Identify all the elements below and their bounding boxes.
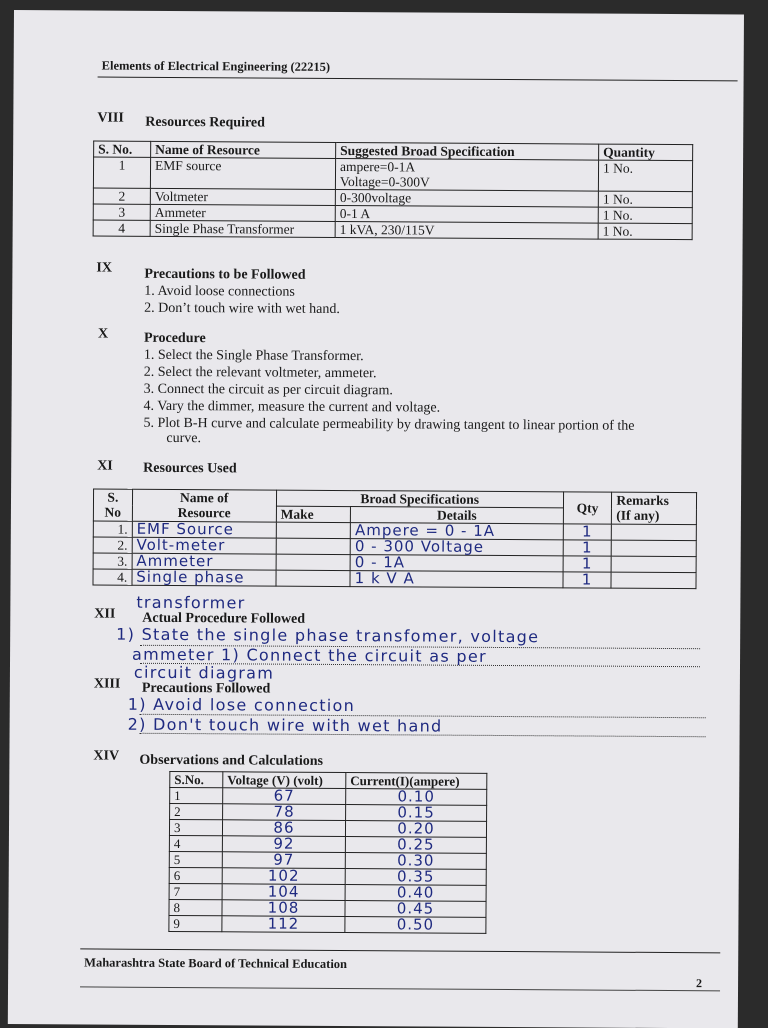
table-row bbox=[169, 915, 486, 933]
cell-sno: 3. bbox=[93, 553, 132, 569]
table-row bbox=[93, 157, 692, 192]
cell-name: Single phase bbox=[132, 569, 276, 586]
cell-voltage: 104 bbox=[222, 884, 345, 901]
cell-sno: 4. bbox=[93, 569, 132, 585]
bottom-rule bbox=[80, 986, 720, 991]
section-8-title: Resources Required bbox=[145, 114, 266, 131]
section-14-number: XIV bbox=[93, 748, 120, 764]
section-12-number: XII bbox=[94, 606, 116, 622]
cell-name: Ammeter bbox=[150, 204, 335, 221]
list-item-continued: curve. bbox=[166, 430, 202, 447]
handwritten-line: ammeter 1) Connect the circuit as per bbox=[132, 644, 487, 666]
table-row bbox=[93, 220, 692, 240]
header-rule bbox=[98, 77, 738, 82]
cell-sno: 6 bbox=[169, 867, 222, 883]
cell-remarks bbox=[612, 540, 697, 557]
document-page bbox=[8, 10, 744, 1028]
page-footer: Maharashtra State Board of Technical Education bbox=[84, 955, 348, 972]
cell-remarks bbox=[611, 556, 696, 573]
cell-sno: 2. bbox=[93, 537, 132, 553]
list-item: 4. Vary the dimmer, measure the current and voltage. bbox=[143, 398, 441, 416]
header-text: Name of bbox=[180, 490, 229, 506]
section-9-number: IX bbox=[96, 260, 113, 276]
table-row bbox=[169, 883, 486, 901]
table-row bbox=[169, 899, 486, 917]
cell-sno: 4 bbox=[169, 835, 222, 851]
cell-details: 1 k V A bbox=[350, 571, 563, 588]
cell-qty: 1 bbox=[563, 556, 612, 572]
cell-details: Ampere = 0 - 1A bbox=[350, 523, 563, 540]
col-remarks bbox=[612, 492, 697, 525]
cell-make bbox=[276, 522, 351, 538]
cell-voltage: 92 bbox=[222, 836, 345, 853]
cell-current: 0.40 bbox=[345, 885, 486, 902]
cell-make bbox=[276, 538, 351, 554]
cell-sno: 3 bbox=[93, 204, 150, 220]
list-item: 2. Select the relevant voltmeter, ammeter. bbox=[143, 364, 377, 382]
cell-name: Volt-meter bbox=[132, 537, 276, 554]
section-10-title: Procedure bbox=[143, 330, 206, 347]
cell-spec: 0-300voltage bbox=[335, 189, 598, 207]
cell-sno: 3 bbox=[169, 819, 222, 835]
cell-current: 0.35 bbox=[345, 869, 486, 886]
cell-qty: 1 No. bbox=[598, 223, 692, 240]
col-sno bbox=[93, 489, 132, 521]
cell-qty: 1 No. bbox=[598, 191, 692, 208]
cell-sno: 1 bbox=[93, 157, 150, 188]
col-current: Current(I)(ampere) bbox=[346, 773, 487, 790]
cell-qty: 1 bbox=[563, 524, 612, 540]
cell-sno: 7 bbox=[169, 883, 222, 899]
cell-voltage: 78 bbox=[223, 804, 346, 821]
col-spec: Suggested Broad Specification bbox=[336, 142, 599, 160]
cell-name: EMF Source bbox=[132, 521, 276, 538]
cell-sno: 2 bbox=[170, 803, 223, 819]
handwritten-line: 1) Avoid lose connection bbox=[127, 694, 356, 716]
cell-current: 0.25 bbox=[345, 837, 486, 854]
col-sno: S. No. bbox=[94, 141, 151, 157]
table-row bbox=[169, 851, 486, 869]
handwritten-line: circuit diagram bbox=[133, 662, 275, 683]
header-text: (If any) bbox=[616, 507, 660, 523]
table-header-row bbox=[170, 771, 487, 789]
cell-voltage: 97 bbox=[222, 852, 345, 869]
section-12-title: Actual Procedure Followed bbox=[142, 610, 306, 627]
section-8-number: VIII bbox=[97, 110, 124, 126]
section-11-title: Resources Used bbox=[143, 460, 237, 477]
observations-table bbox=[168, 771, 487, 934]
cell-remarks bbox=[611, 572, 696, 589]
section-9-title: Precautions to be Followed bbox=[144, 266, 306, 283]
col-quantity: Quantity bbox=[599, 144, 693, 161]
handwritten-line: 1) State the single phase transfomer, voltage bbox=[116, 624, 540, 647]
cell-sno: 2 bbox=[93, 188, 150, 204]
section-13-title: Precautions Followed bbox=[141, 680, 271, 697]
table-row bbox=[169, 867, 486, 885]
table-row bbox=[169, 835, 486, 853]
resources-used-table bbox=[92, 488, 697, 589]
cell-sno: 1. bbox=[93, 521, 132, 537]
cell-details: 0 - 1A bbox=[350, 555, 563, 572]
footer-rule bbox=[80, 948, 720, 953]
section-13-number: XIII bbox=[93, 676, 121, 692]
table-header-row bbox=[93, 489, 696, 509]
cell-current: 0.30 bbox=[345, 853, 486, 870]
cell-sno: 8 bbox=[169, 899, 222, 915]
cell-current: 0.45 bbox=[345, 901, 486, 918]
handwritten-name-continuation: transformer bbox=[136, 592, 246, 613]
cell-voltage: 112 bbox=[222, 916, 345, 933]
list-item: 1. Avoid loose connections bbox=[144, 283, 295, 300]
header-text: S. bbox=[107, 489, 119, 505]
cell-make bbox=[276, 554, 351, 570]
page-header: Elements of Electrical Engineering (22215) bbox=[101, 58, 331, 74]
cell-voltage: 67 bbox=[223, 788, 346, 805]
col-make: Make bbox=[276, 506, 351, 522]
cell-qty: 1 No. bbox=[598, 160, 692, 192]
list-item: 2. Don’t touch wire with wet hand. bbox=[144, 300, 340, 317]
table-row bbox=[170, 803, 487, 821]
cell-current: 0.15 bbox=[346, 805, 487, 822]
spec-line: Voltage=0-300V bbox=[339, 173, 430, 190]
table-row bbox=[170, 787, 487, 805]
cell-qty: 1 No. bbox=[598, 207, 692, 224]
col-qty: Qty bbox=[563, 492, 612, 524]
cell-name: Single Phase Transformer bbox=[150, 220, 335, 237]
col-broad-spec: Broad Specifications bbox=[276, 490, 563, 508]
cell-name: EMF source bbox=[150, 157, 335, 189]
cell-voltage: 102 bbox=[222, 868, 345, 885]
cell-name: Ammeter bbox=[132, 553, 276, 570]
cell-spec bbox=[335, 158, 598, 191]
list-item: 3. Connect the circuit as per circuit diagram. bbox=[143, 381, 393, 399]
table-row bbox=[93, 569, 696, 589]
list-item: 1. Select the Single Phase Transformer. bbox=[143, 347, 364, 365]
table-row bbox=[169, 819, 486, 837]
cell-voltage: 108 bbox=[222, 900, 345, 917]
section-14-title: Observations and Calculations bbox=[139, 752, 324, 769]
col-name bbox=[132, 489, 276, 522]
cell-sno: 1 bbox=[170, 787, 223, 803]
header-text: No bbox=[104, 504, 122, 520]
resources-required-table bbox=[93, 140, 694, 240]
section-10-number: X bbox=[97, 326, 109, 342]
cell-spec: 0-1 A bbox=[335, 205, 598, 223]
cell-current: 0.10 bbox=[346, 789, 487, 806]
spec-line: ampere=0-1A bbox=[340, 158, 416, 175]
handwritten-line: 2) Don't touch wire with wet hand bbox=[127, 714, 443, 736]
page-number: 2 bbox=[696, 976, 703, 991]
col-name: Name of Resource bbox=[151, 141, 336, 158]
col-details: Details bbox=[351, 507, 564, 524]
cell-details: 0 - 300 Voltage bbox=[350, 539, 563, 556]
cell-current: 0.20 bbox=[345, 821, 486, 838]
cell-sno: 4 bbox=[93, 220, 150, 236]
header-text: Resource bbox=[177, 505, 231, 521]
cell-spec: 1 kVA, 230/115V bbox=[335, 221, 598, 239]
cell-qty: 1 bbox=[563, 540, 612, 556]
col-voltage: Voltage (V) (volt) bbox=[223, 772, 346, 789]
col-sno: S.No. bbox=[170, 771, 223, 787]
cell-sno: 5 bbox=[169, 851, 222, 867]
cell-current: 0.50 bbox=[345, 917, 486, 934]
cell-remarks bbox=[612, 524, 697, 541]
cell-sno: 9 bbox=[169, 915, 222, 931]
section-11-number: XI bbox=[97, 458, 113, 474]
cell-make bbox=[276, 570, 351, 586]
list-item: 5. Plot B-H curve and calculate permeability by drawing tangent to linear portion of the bbox=[143, 415, 635, 434]
header-text: Remarks bbox=[616, 492, 669, 509]
cell-voltage: 86 bbox=[222, 820, 345, 837]
cell-name: Voltmeter bbox=[150, 188, 335, 205]
cell-qty: 1 bbox=[563, 572, 612, 588]
